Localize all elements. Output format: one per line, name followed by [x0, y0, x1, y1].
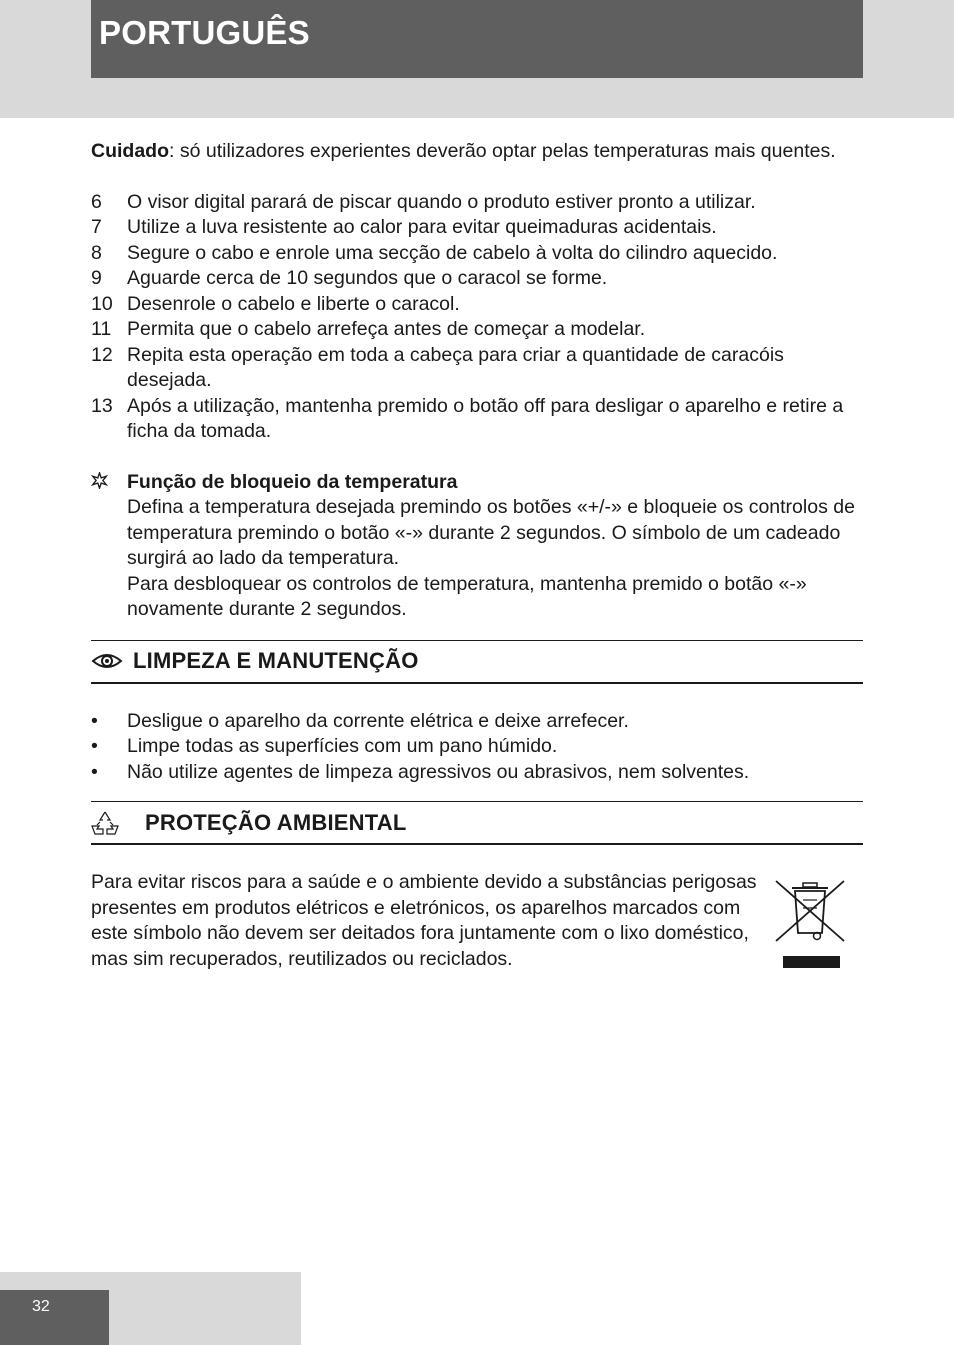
caution-label: Cuidado [91, 140, 169, 162]
cleaning-title: LIMPEZA E MANUTENÇÃO [133, 648, 419, 674]
step-number: 11 [91, 318, 112, 340]
eye-icon [91, 651, 133, 671]
feature-paragraph: Defina a temperatura desejada premindo os botões «+/-» e bloqueie os controlos de temperatura premindo o botão «-» durante 2 segundos. O símbolo de um cadeado surgirá ao lado da temperatura. [127, 496, 855, 569]
caution-text: : só utilizadores experientes deverão optar pelas temperaturas mais quentes. [169, 140, 836, 162]
caution-note [91, 139, 863, 165]
step-number: 6 [91, 190, 102, 213]
list-item [91, 709, 863, 735]
page-number-box [0, 1290, 109, 1345]
list-item [91, 190, 863, 216]
crossed-bin-icon [773, 878, 863, 978]
list-item [91, 734, 863, 760]
environment-text: Para evitar riscos para a saúde e o ambiente devido a substâncias perigosas presentes em produtos elétricos e eletrónicos, os aparelhos marcados com este símbolo não devem ser deitados fora juntamente com o lixo doméstico, mas sim recuperados, reutilizados ou reciclados. [91, 871, 757, 970]
bullet-text: Limpe todas as superfícies com um pano húmido. [127, 735, 558, 757]
bullet-text: Não utilize agentes de limpeza agressivos ou abrasivos, nem solventes. [127, 760, 750, 783]
step-number: 9 [91, 267, 102, 289]
step-text: Segure o cabo e enrole uma secção de cabelo à volta do cilindro aquecido. [127, 241, 778, 264]
step-text: Permita que o cabelo arrefeça antes de começar a modelar. [127, 318, 646, 340]
step-number: 10 [91, 292, 113, 315]
bullet-icon: • [91, 709, 98, 732]
bullet-icon: • [91, 760, 98, 783]
step-number: 12 [91, 343, 113, 366]
environment-body [91, 870, 863, 978]
environment-title: PROTEÇÃO AMBIENTAL [145, 809, 407, 835]
temperature-lock-feature [91, 470, 863, 623]
main-content [91, 139, 863, 978]
list-item [91, 292, 863, 318]
page-number: 32 [32, 1298, 50, 1315]
star-icon [91, 470, 127, 623]
environment-section-heading [91, 801, 863, 845]
step-text: O visor digital parará de piscar quando o produto estiver pronto a utilizar. [127, 190, 756, 213]
step-text: Utilize a luva resistente ao calor para evitar queimaduras acidentais. [127, 216, 717, 238]
bullet-text: Desligue o aparelho da corrente elétrica e deixe arrefecer. [127, 709, 629, 732]
list-item [91, 760, 863, 786]
title-bar [91, 0, 863, 78]
bullet-icon: • [91, 735, 98, 757]
cleaning-section-heading [91, 640, 863, 684]
feature-heading: Função de bloqueio da temperatura [127, 470, 458, 493]
step-text: Repita esta operação em toda a cabeça para criar a quantidade de caracóis desejada. [127, 343, 784, 391]
step-number: 8 [91, 241, 102, 264]
list-item [91, 241, 863, 267]
cleaning-list [91, 709, 863, 786]
page-title: PORTUGUÊS [99, 14, 310, 51]
step-number: 13 [91, 394, 113, 417]
feature-paragraph: Para desbloquear os controlos de temperatura, mantenha premido o botão «-» novamente durante 2 segundos. [127, 572, 807, 620]
step-number: 7 [91, 216, 102, 238]
list-item [91, 394, 863, 445]
recycle-icon [91, 810, 145, 836]
list-item [91, 266, 863, 292]
list-item [91, 215, 863, 241]
list-item [91, 343, 863, 394]
step-text: Desenrole o cabelo e liberte o caracol. [127, 292, 460, 315]
list-item [91, 317, 863, 343]
step-text: Após a utilização, mantenha premido o botão off para desligar o aparelho e retire a ficha da tomada. [127, 394, 844, 442]
steps-list [91, 190, 863, 445]
step-text: Aguarde cerca de 10 segundos que o caracol se forme. [127, 267, 608, 289]
